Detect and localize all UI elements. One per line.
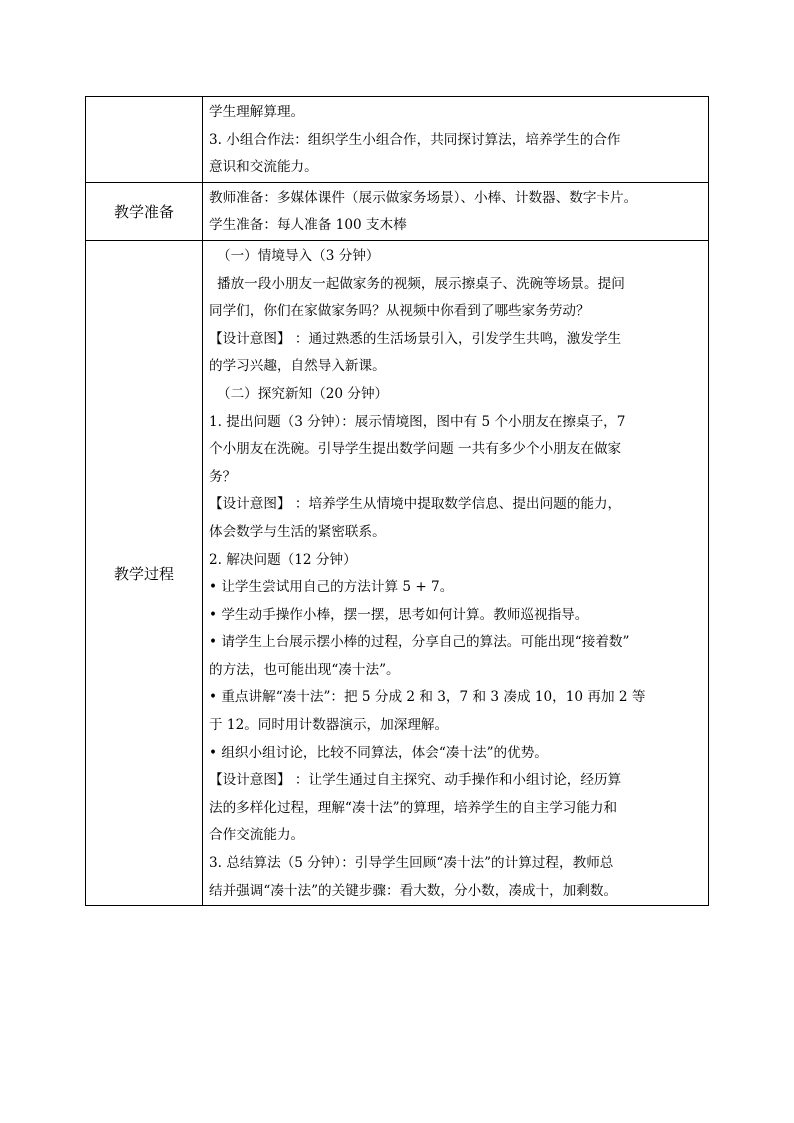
row-content-methods [203,97,709,183]
row-content-preparation [203,182,709,240]
row-label-preparation: 教学准备 [86,182,203,240]
bullet-item: • 请学生上台展示摆小棒的过程，分享自己的算法。可能出现“接着数” [209,634,630,651]
bullet-item: • 让学生尝试用自己的方法计算 5 + 7。 [209,579,454,596]
text-line: 的方法，也可能出现“凑十法”。 [209,661,400,678]
text-line: 体会数学与生活的紧密联系。 [209,523,386,540]
design-intent-line: 【设计意图】 ：通过熟悉的生活场景引入，引发学生共鸣，激发学生 [209,330,622,347]
section-heading: （一）情境导入（3 分钟） [217,247,380,264]
row-label-process: 教学过程 [86,240,203,905]
text-line: 学生理解算理。 [209,104,305,120]
table-row-methods [86,97,709,183]
text-line: 务？ [209,468,237,485]
text-line: 播放一段小朋友一起做家务的视频，展示擦桌子、洗碗等场景。提问 [217,275,625,292]
lesson-plan-table [85,96,709,906]
row-content-process [203,240,709,905]
text-line: 结并强调“凑十法”的关键步骤：看大数，分小数，凑成十，加剩数。 [209,882,618,899]
text-line: 3. 总结算法（5 分钟）：引导学生回顾“凑十法”的计算过程，教师总 [209,855,614,872]
text-line: 同学们，你们在家做家务吗？从视频中你看到了哪些家务劳动？ [209,303,590,320]
text-line: 的学习兴趣，自然导入新课。 [209,358,386,375]
text-line: 2. 解决问题（12 分钟） [209,551,357,568]
table-row-process [86,240,709,905]
text-line: 意识和交流能力。 [209,159,318,176]
text-line: 个小朋友在洗碗。引导学生提出数学问题 一共有多少个小朋友在做家 [209,441,622,458]
text-line: 3. 小组合作法：组织学生小组合作，共同探讨算法，培养学生的合作 [209,131,621,148]
table-row-preparation [86,182,709,240]
row-label-empty [86,97,203,183]
text-line: 教师准备：多媒体课件（展示做家务场景）、小棒、计数器、数字卡片。 [209,189,638,206]
text-line: 法的多样化过程，理解“凑十法”的算理，培养学生的自主学习能力和 [209,799,618,816]
text-line: 1. 提出问题（3 分钟）：展示情境图，图中有 5 个小朋友在擦桌子，7 [209,413,626,430]
bullet-item: • 组织小组讨论，比较不同算法，体会“凑十法”的优势。 [209,744,548,761]
bullet-item: • 学生动手操作小棒，摆一摆，思考如何计算。教师巡视指导。 [209,606,589,623]
text-line: 合作交流能力。 [209,827,305,844]
text-line: 学生准备：每人准备 100 支木棒 [209,217,407,234]
design-intent-line: 【设计意图】 ：让学生通过自主探究、动手操作和小组讨论，经历算 [209,772,622,789]
text-line: 于 12。同时用计数器演示，加深理解。 [209,717,449,734]
design-intent-line: 【设计意图】 ：培养学生从情境中提取数学信息、提出问题的能力， [209,496,622,513]
bullet-item: • 重点讲解“凑十法”：把 5 分成 2 和 3，7 和 3 凑成 10，10 再加 2 等 [209,689,646,706]
section-heading: （二）探究新知（20 分钟） [217,385,389,402]
